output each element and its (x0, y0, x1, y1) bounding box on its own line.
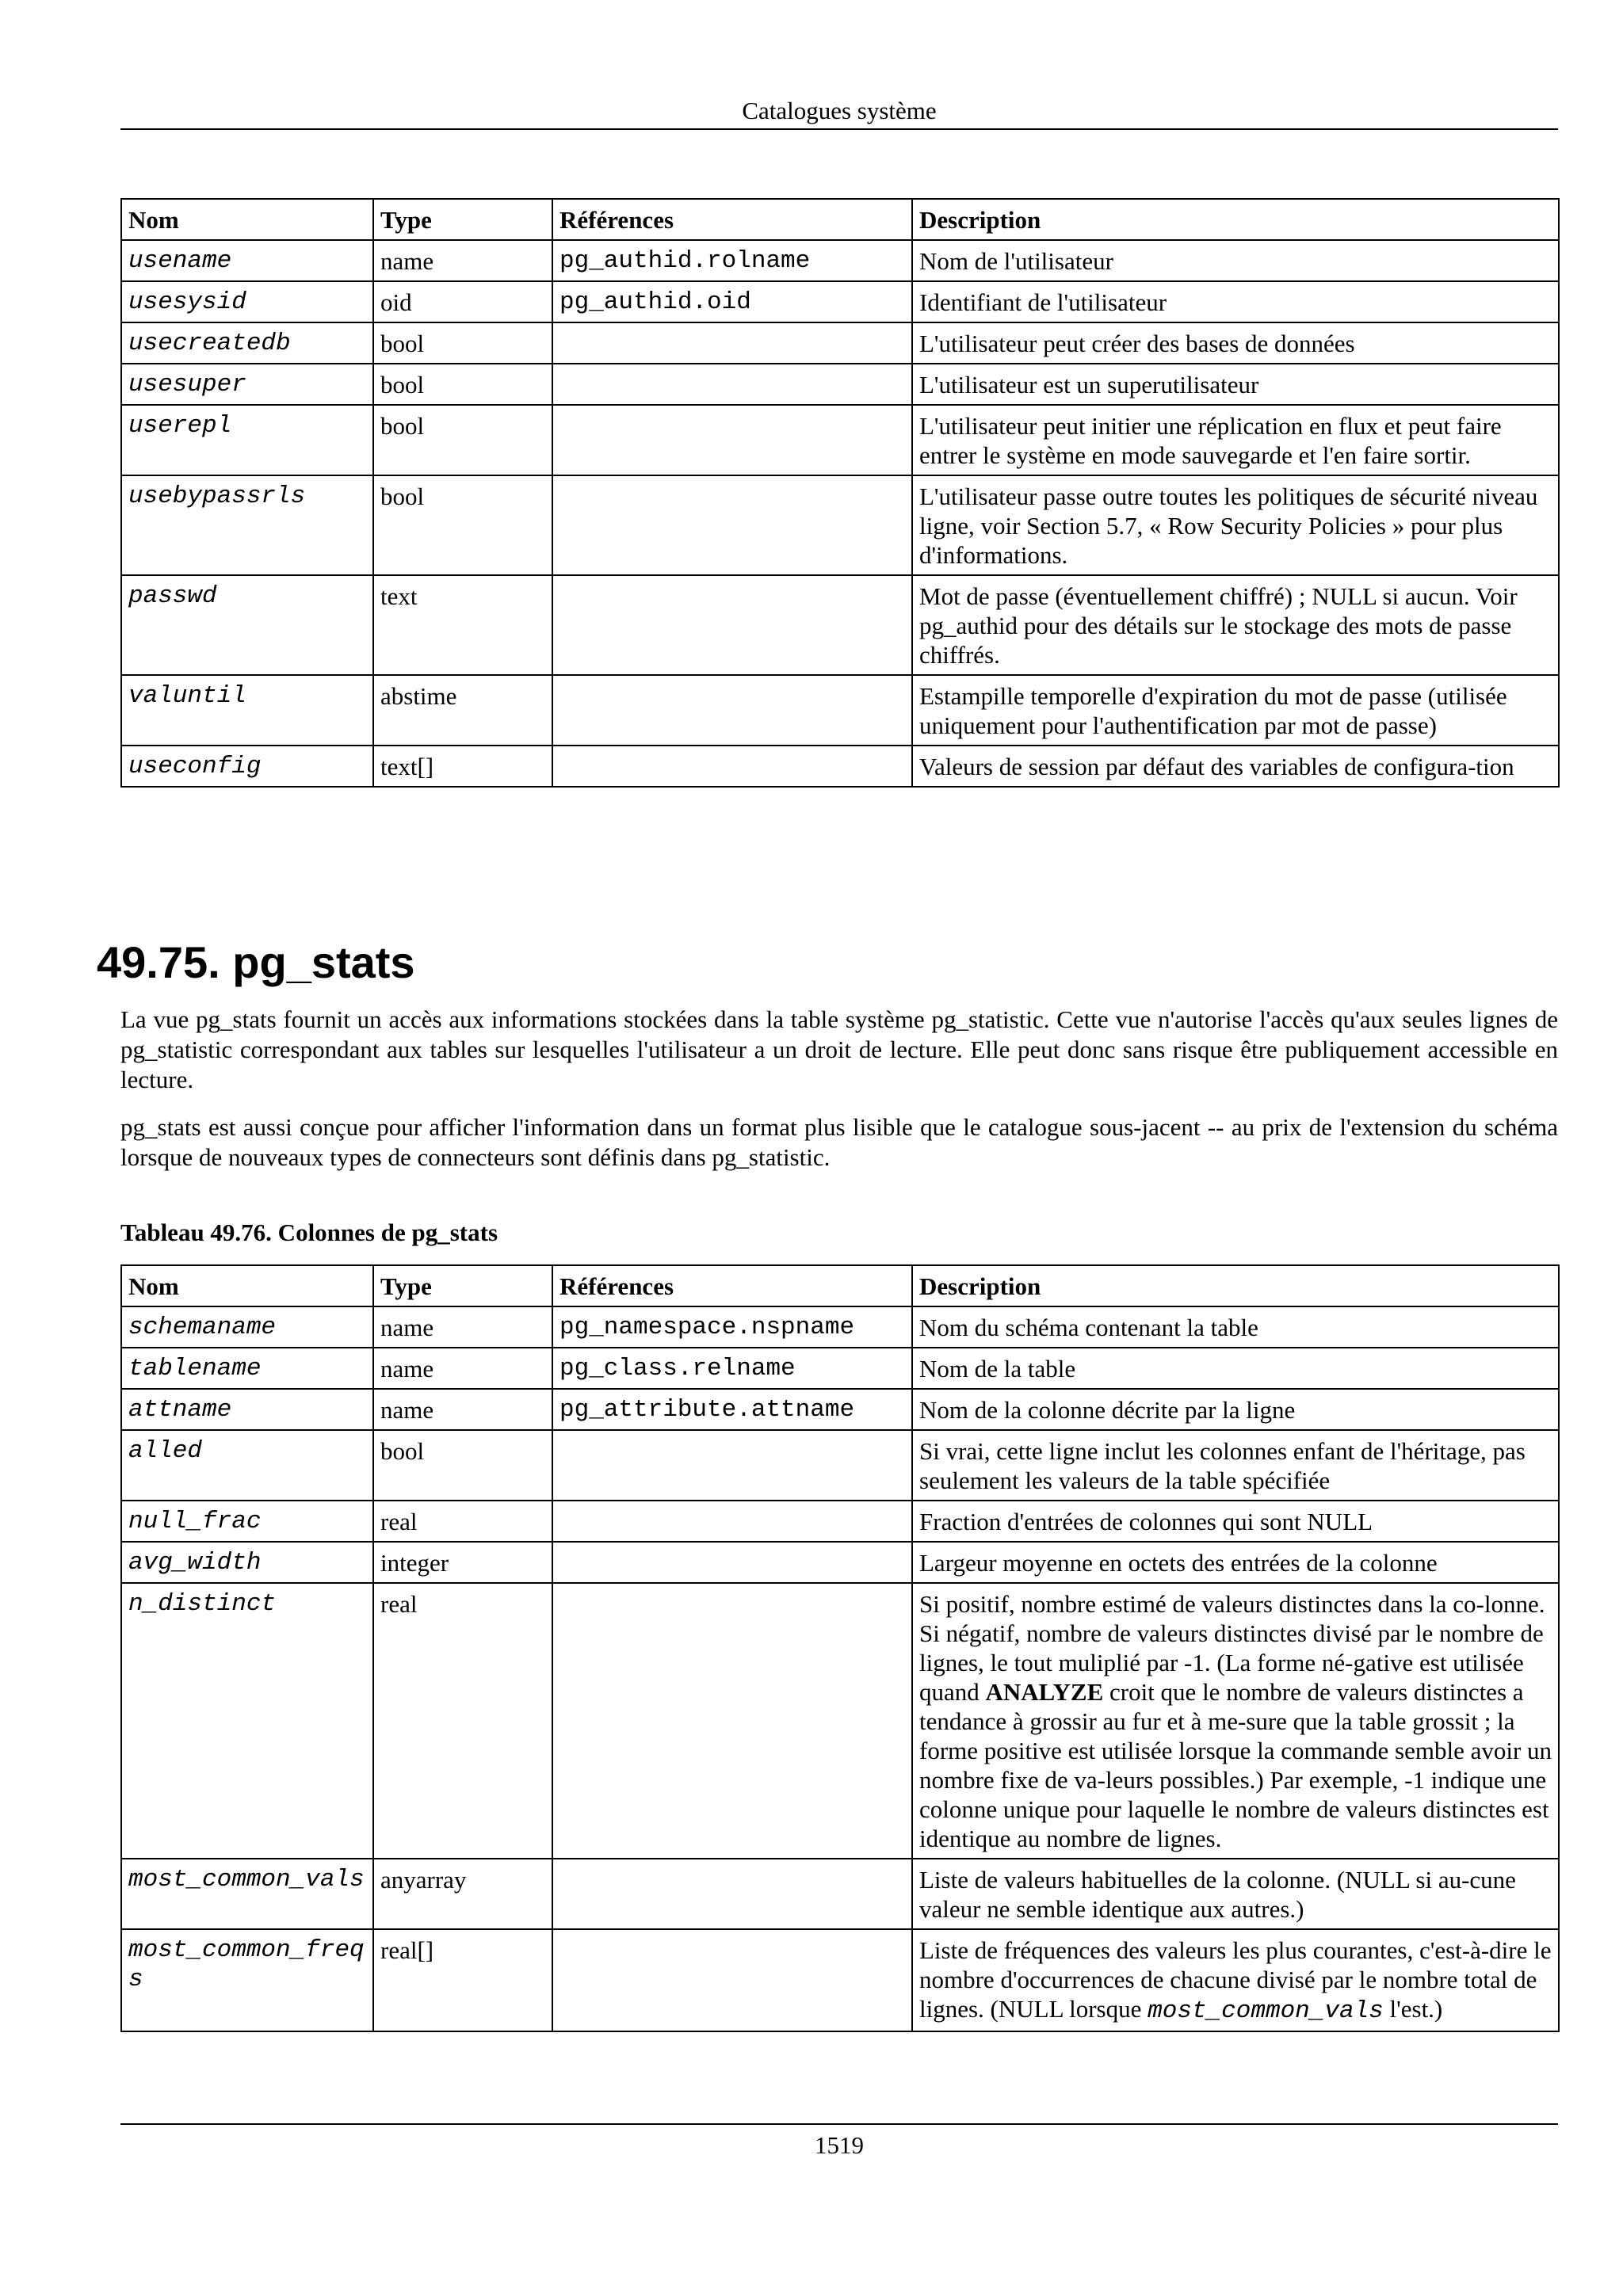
cell-name: null_frac (121, 1501, 373, 1542)
table-row (121, 405, 1559, 475)
cell-ref (552, 1859, 912, 1929)
cell-name: usename (121, 240, 373, 281)
desc-text: Liste de fréquences des valeurs les plus courantes, c'est-à-dire le nombre d'occurrences de chacune divisé par le nombre total de lignes. (NULL lorsque (919, 1936, 1552, 2023)
cell-name: n_distinct (121, 1583, 373, 1859)
table-header-row (121, 1265, 1559, 1306)
cell-type: bool (373, 364, 552, 405)
cell-ref: pg_namespace.nspname (552, 1306, 912, 1348)
cell-ref: pg_authid.rolname (552, 240, 912, 281)
cell-name: useconfig (121, 746, 373, 787)
cell-type: abstime (373, 675, 552, 746)
table-row (121, 1348, 1559, 1389)
cell-desc: L'utilisateur passe outre toutes les politiques de sécurité niveau ligne, voir Section 5.7, « Row Security Policies » pour plus d'informations. (912, 475, 1559, 575)
table-header-row (121, 199, 1559, 240)
cell-type: text (373, 575, 552, 675)
page-number: 1519 (120, 2123, 1558, 2163)
cell-ref (552, 475, 912, 575)
cell-name: usebypassrls (121, 475, 373, 575)
cell-type: name (373, 1348, 552, 1389)
cell-type: name (373, 1306, 552, 1348)
table-row (121, 1389, 1559, 1430)
analyze-keyword: ANALYZE (985, 1678, 1104, 1706)
cell-name: userepl (121, 405, 373, 475)
column-header-description: Description (912, 199, 1559, 240)
table-row (121, 281, 1559, 322)
intro-paragraph: La vue pg_stats fournit un accès aux informations stockées dans la table système pg_statistic. Cette vue n'autorise l'accès qu'aux seules lignes de pg_statistic correspondant aux tables sur lesquelles l'utilisateur a un droit de lecture. Elle peut donc sans risque être publiquement accessible en lecture. (120, 1005, 1558, 1093)
cell-ref: pg_class.relname (552, 1348, 912, 1389)
cell-desc: Nom de l'utilisateur (912, 240, 1559, 281)
table-row (121, 1929, 1559, 2031)
cell-ref (552, 1583, 912, 1859)
cell-ref (552, 1929, 912, 2031)
cell-name: schemaname (121, 1306, 373, 1348)
cell-ref (552, 1430, 912, 1501)
cell-desc: Nom du schéma contenant la table (912, 1306, 1559, 1348)
table-row (121, 575, 1559, 675)
cell-ref (552, 575, 912, 675)
column-header-references: Références (552, 1265, 912, 1306)
cell-type: oid (373, 281, 552, 322)
cell-desc (912, 1929, 1559, 2031)
cell-desc: Valeurs de session par défaut des variables de configura-tion (912, 746, 1559, 787)
table-row (121, 1583, 1559, 1859)
table-row (121, 1859, 1559, 1929)
column-header-type: Type (373, 199, 552, 240)
pg-stats-columns-table (120, 1264, 1560, 2032)
cell-ref (552, 364, 912, 405)
cell-desc: L'utilisateur peut créer des bases de données (912, 322, 1559, 364)
cell-ref (552, 322, 912, 364)
table-row (121, 1542, 1559, 1583)
cell-type: real (373, 1501, 552, 1542)
cell-ref (552, 746, 912, 787)
column-header-name: Nom (121, 199, 373, 240)
table-row (121, 240, 1559, 281)
cell-ref (552, 1501, 912, 1542)
table-row (121, 675, 1559, 746)
table-row (121, 1501, 1559, 1542)
cell-desc (912, 1583, 1559, 1859)
cell-desc: Identifiant de l'utilisateur (912, 281, 1559, 322)
cell-name: valuntil (121, 675, 373, 746)
running-header: Catalogues système (120, 93, 1558, 130)
cell-name: avg_width (121, 1542, 373, 1583)
cell-name: most_common_vals (121, 1859, 373, 1929)
cell-type: name (373, 240, 552, 281)
cell-desc: Fraction d'entrées de colonnes qui sont NULL (912, 1501, 1559, 1542)
table-row (121, 322, 1559, 364)
table-row (121, 475, 1559, 575)
cell-desc: L'utilisateur peut initier une réplication en flux et peut faire entrer le système en mode sauvegarde et l'en faire sortir. (912, 405, 1559, 475)
cell-type: bool (373, 405, 552, 475)
desc-text: croit que le nombre de valeurs distinctes a tendance à grossir au fur et à me-sure que la table grossit ; la forme positive est utilisée lorsque la commande semble avoir un nombre fixe de va-leurs possibles.) Par exemple, -1 indique une colonne unique pour laquelle le nombre de valeurs distinctes est identique au nombre de lignes. (919, 1678, 1552, 1852)
cell-name: usesuper (121, 364, 373, 405)
cell-ref (552, 405, 912, 475)
cell-name: most_common_freqs (121, 1929, 373, 2031)
cell-name: alled (121, 1430, 373, 1501)
cell-type: anyarray (373, 1859, 552, 1929)
pg-user-columns-table (120, 198, 1560, 788)
column-header-description: Description (912, 1265, 1559, 1306)
column-header-type: Type (373, 1265, 552, 1306)
table-row (121, 746, 1559, 787)
cell-desc: Mot de passe (éventuellement chiffré) ; NULL si aucun. Voir pg_authid pour des détails sur le stockage des mots de passe chiffrés. (912, 575, 1559, 675)
cell-name: tablename (121, 1348, 373, 1389)
column-header-references: Références (552, 199, 912, 240)
format-paragraph: pg_stats est aussi conçue pour afficher l'information dans un format plus lisible que le catalogue sous-jacent -- au prix de l'extension du schéma lorsque de nouveaux types de connecteurs sont définis dans pg_statistic. (120, 1113, 1558, 1171)
inline-code: most_common_vals (1148, 1997, 1384, 2025)
cell-ref (552, 1542, 912, 1583)
cell-desc: Nom de la colonne décrite par la ligne (912, 1389, 1559, 1430)
desc-text: Si positif, nombre estimé de valeurs distinctes dans la co-lonne. Si négatif, nombre de valeurs distinctes divisé par le nombre de lignes, le tout muliplié par -1. (La forme né-gative est utilisée quand (919, 1590, 1545, 1706)
cell-name: attname (121, 1389, 373, 1430)
cell-type: name (373, 1389, 552, 1430)
cell-desc: Largeur moyenne en octets des entrées de la colonne (912, 1542, 1559, 1583)
cell-type: integer (373, 1542, 552, 1583)
cell-type: text[] (373, 746, 552, 787)
cell-type: real (373, 1583, 552, 1859)
cell-name: usecreatedb (121, 322, 373, 364)
section-title: 49.75. pg_stats (97, 937, 415, 987)
cell-desc: Estampille temporelle d'expiration du mot de passe (utilisée uniquement pour l'authentification par mot de passe) (912, 675, 1559, 746)
cell-type: bool (373, 1430, 552, 1501)
cell-ref: pg_attribute.attname (552, 1389, 912, 1430)
desc-text: l'est.) (1383, 1995, 1443, 2023)
cell-desc: Si vrai, cette ligne inclut les colonnes enfant de l'héritage, pas seulement les valeurs de la table spécifiée (912, 1430, 1559, 1501)
cell-type: real[] (373, 1929, 552, 2031)
table-row (121, 1430, 1559, 1501)
cell-desc: Nom de la table (912, 1348, 1559, 1389)
column-header-name: Nom (121, 1265, 373, 1306)
cell-type: bool (373, 322, 552, 364)
cell-desc: Liste de valeurs habituelles de la colonne. (NULL si au-cune valeur ne semble identique aux autres.) (912, 1859, 1559, 1929)
cell-name: passwd (121, 575, 373, 675)
table-row (121, 1306, 1559, 1348)
table-caption: Tableau 49.76. Colonnes de pg_stats (120, 1219, 498, 1246)
cell-ref: pg_authid.oid (552, 281, 912, 322)
table-row (121, 364, 1559, 405)
cell-type: bool (373, 475, 552, 575)
cell-desc: L'utilisateur est un superutilisateur (912, 364, 1559, 405)
cell-ref (552, 675, 912, 746)
cell-name: usesysid (121, 281, 373, 322)
